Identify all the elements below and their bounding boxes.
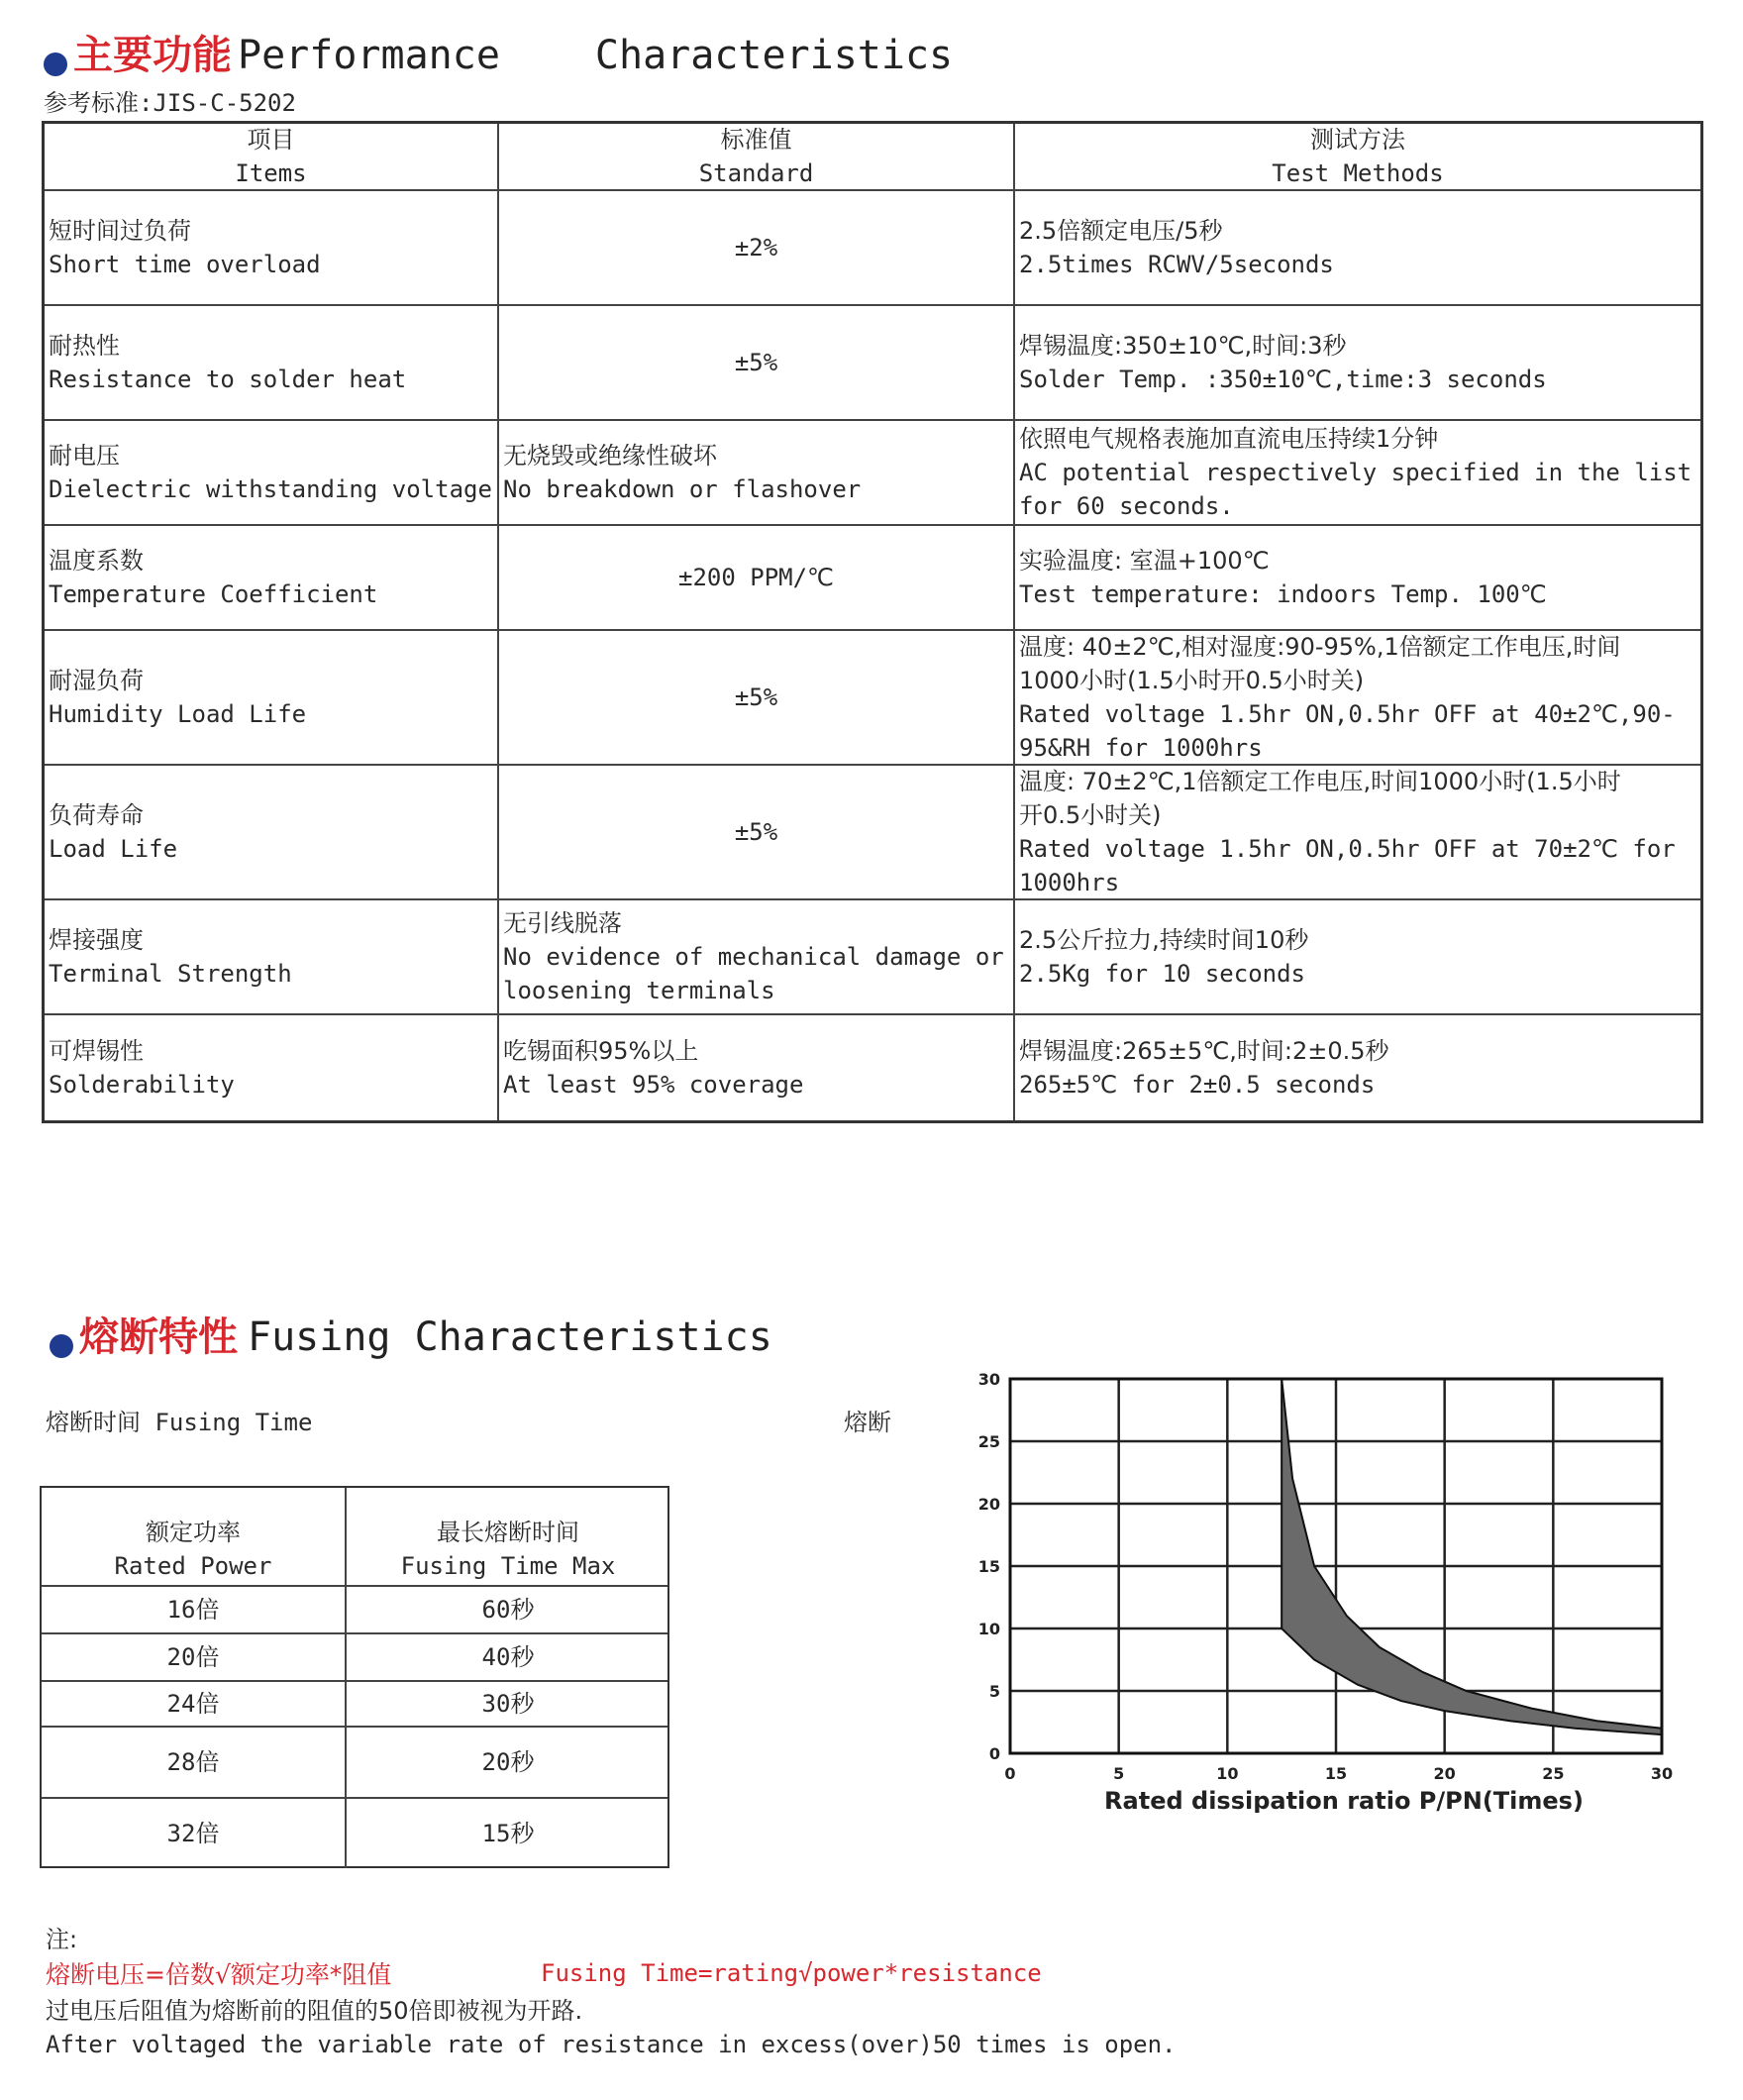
x-tick-label: 5 — [1113, 1764, 1125, 1783]
table-row — [45, 900, 1700, 1015]
x-tick-label: 20 — [1433, 1764, 1456, 1783]
fusing-time-cell: 60秒 — [481, 1596, 535, 1624]
bullet-icon — [50, 1334, 73, 1358]
fusing-time-formula: Fusing Time=rating√power*resistance — [541, 1959, 1042, 1987]
y-tick-label: 30 — [977, 1370, 1000, 1389]
fusing-characteristic-chart — [951, 1367, 1723, 1813]
method-cell: 焊锡温度:350±10℃,时间:3秒 Solder Temp. :350±10℃,time:3 seconds — [1019, 332, 1547, 393]
table-header-row — [45, 124, 1700, 191]
fusing-band-area — [1282, 1379, 1662, 1734]
chart-side-label: 熔断 — [844, 1409, 891, 1436]
note-line-zh: 过电压后阻值为熔断前的阻值的50倍即被视为开路. — [46, 1997, 583, 2025]
table-row — [45, 191, 1700, 306]
method-cell: 温度: 40±2℃,相对湿度:90-95%,1倍额定工作电压,时间 1000小时(1.5小时开0.5小时关) Rated voltage 1.5hr ON,0.5hr OFF at 40±2℃,90- 95&RH for 1000hrs — [1019, 633, 1676, 762]
method-cell: 焊锡温度:265±5℃,时间:2±0.5秒 265±5℃ for 2±0.5 seconds — [1019, 1037, 1389, 1099]
standard-cell: ±200 PPM/℃ — [499, 526, 1015, 629]
table-row — [42, 1587, 667, 1634]
fusing-time-cell: 30秒 — [481, 1690, 535, 1718]
note-line-en: After voltaged the variable rate of resistance in excess(over)50 times is open. — [46, 2031, 1177, 2058]
x-tick-label: 25 — [1542, 1764, 1565, 1783]
rated-power-cell: 28倍 — [42, 1728, 347, 1797]
method-cell: 依照电气规格表施加直流电压持续1分钟 AC potential respectively specified in the list for 60 seconds. — [1019, 425, 1692, 520]
table-row — [42, 1728, 667, 1799]
item-cell: 温度系数 Temperature Coefficient — [45, 526, 499, 629]
header-standard: 标准值 Standard — [499, 124, 1015, 189]
fusing-title-zh: 熔断特性 — [79, 1314, 238, 1360]
standard-cell: ±2% — [499, 191, 1015, 304]
fusing-time-cell: 40秒 — [481, 1643, 535, 1671]
table-row — [45, 306, 1700, 421]
x-tick-label: 15 — [1324, 1764, 1348, 1783]
y-tick-label: 25 — [977, 1432, 1000, 1451]
fusing-time-subtitle: 熔断时间 Fusing Time — [46, 1409, 313, 1436]
table-row — [45, 421, 1700, 526]
y-tick-label: 20 — [977, 1495, 1000, 1514]
item-cell: 焊接强度 Terminal Strength — [45, 900, 499, 1013]
reference-standard: 参考标准:JIS-C-5202 — [44, 89, 296, 117]
standard-cell: 无引线脱落 No evidence of mechanical damage or loosening terminals — [499, 900, 1015, 1013]
rated-power-cell: 24倍 — [42, 1682, 347, 1726]
rated-power-cell: 20倍 — [42, 1634, 347, 1680]
fusing-table-header — [42, 1488, 667, 1587]
x-tick-label: 30 — [1650, 1764, 1674, 1783]
method-cell: 温度: 70±2℃,1倍额定工作电压,时间1000小时(1.5小时 开0.5小时关) Rated voltage 1.5hr ON,0.5hr OFF at 70±2℃ for 1000hrs — [1019, 768, 1676, 896]
standard-cell: ±5% — [499, 631, 1015, 764]
item-cell: 短时间过负荷 Short time overload — [45, 191, 499, 304]
fusing-time-cell: 15秒 — [481, 1820, 535, 1847]
performance-title-en: Performance — [238, 33, 500, 78]
x-axis-label: Rated dissipation ratio P/PN(Times) — [1104, 1787, 1584, 1813]
item-cell: 负荷寿命 Load Life — [45, 766, 499, 898]
header-rated-power: 额定功率 Rated Power — [42, 1488, 347, 1585]
method-cell: 实验温度: 室温+100℃ Test temperature: indoors Temp. 100℃ — [1019, 547, 1547, 608]
fusing-time-table — [40, 1486, 669, 1868]
item-cell: 耐热性 Resistance to solder heat — [45, 306, 499, 419]
table-row — [45, 631, 1700, 766]
series-line-0 — [1282, 1379, 1662, 1734]
bullet-icon — [44, 52, 67, 76]
standard-cell: 吃锡面积95%以上 At least 95% coverage — [499, 1015, 1015, 1120]
performance-table — [42, 121, 1703, 1123]
table-row — [45, 526, 1700, 631]
standard-cell: ±5% — [499, 306, 1015, 419]
y-tick-label: 10 — [977, 1620, 1000, 1638]
header-items: 项目 Items — [45, 124, 499, 189]
table-row — [45, 766, 1700, 900]
item-cell: 耐电压 Dielectric withstanding voltage — [45, 421, 499, 524]
performance-title-en2: Characteristics — [594, 33, 954, 78]
standard-cell: 无烧毁或绝缘性破坏 No breakdown or flashover — [499, 421, 1015, 524]
x-tick-label: 10 — [1216, 1764, 1239, 1783]
header-test-methods: 测试方法 Test Methods — [1272, 126, 1444, 187]
rated-power-cell: 16倍 — [42, 1587, 347, 1632]
x-tick-label: 0 — [1004, 1764, 1016, 1783]
method-cell: 2.5公斤拉力,持续时间10秒 2.5Kg for 10 seconds — [1019, 926, 1309, 988]
rated-power-cell: 32倍 — [42, 1799, 347, 1868]
series-line-1 — [1282, 1379, 1662, 1729]
performance-heading — [44, 24, 953, 80]
fusing-time-cell: 20秒 — [481, 1748, 535, 1776]
table-row — [42, 1682, 667, 1728]
y-tick-label: 15 — [977, 1557, 1000, 1576]
y-tick-label: 0 — [988, 1744, 1000, 1763]
performance-title-zh: 主要功能 — [73, 33, 232, 78]
method-cell: 2.5倍额定电压/5秒 2.5times RCWV/5seconds — [1019, 217, 1334, 278]
item-cell: 耐湿负荷 Humidity Load Life — [45, 631, 499, 764]
header-fusing-time-max: 最长熔断时间 Fusing Time Max — [400, 1519, 616, 1580]
y-tick-label: 5 — [988, 1682, 1000, 1701]
table-row — [42, 1799, 667, 1868]
table-row — [42, 1634, 667, 1682]
item-cell: 可焊锡性 Solderability — [45, 1015, 499, 1120]
fusing-voltage-formula: 熔断电压=倍数√额定功率*阻值 — [46, 1960, 392, 1989]
fusing-title-en: Fusing Characteristics — [248, 1314, 772, 1360]
fusing-heading — [50, 1306, 772, 1362]
notes-label: 注: — [46, 1926, 78, 1953]
standard-cell: ±5% — [499, 766, 1015, 898]
table-row — [45, 1015, 1700, 1120]
